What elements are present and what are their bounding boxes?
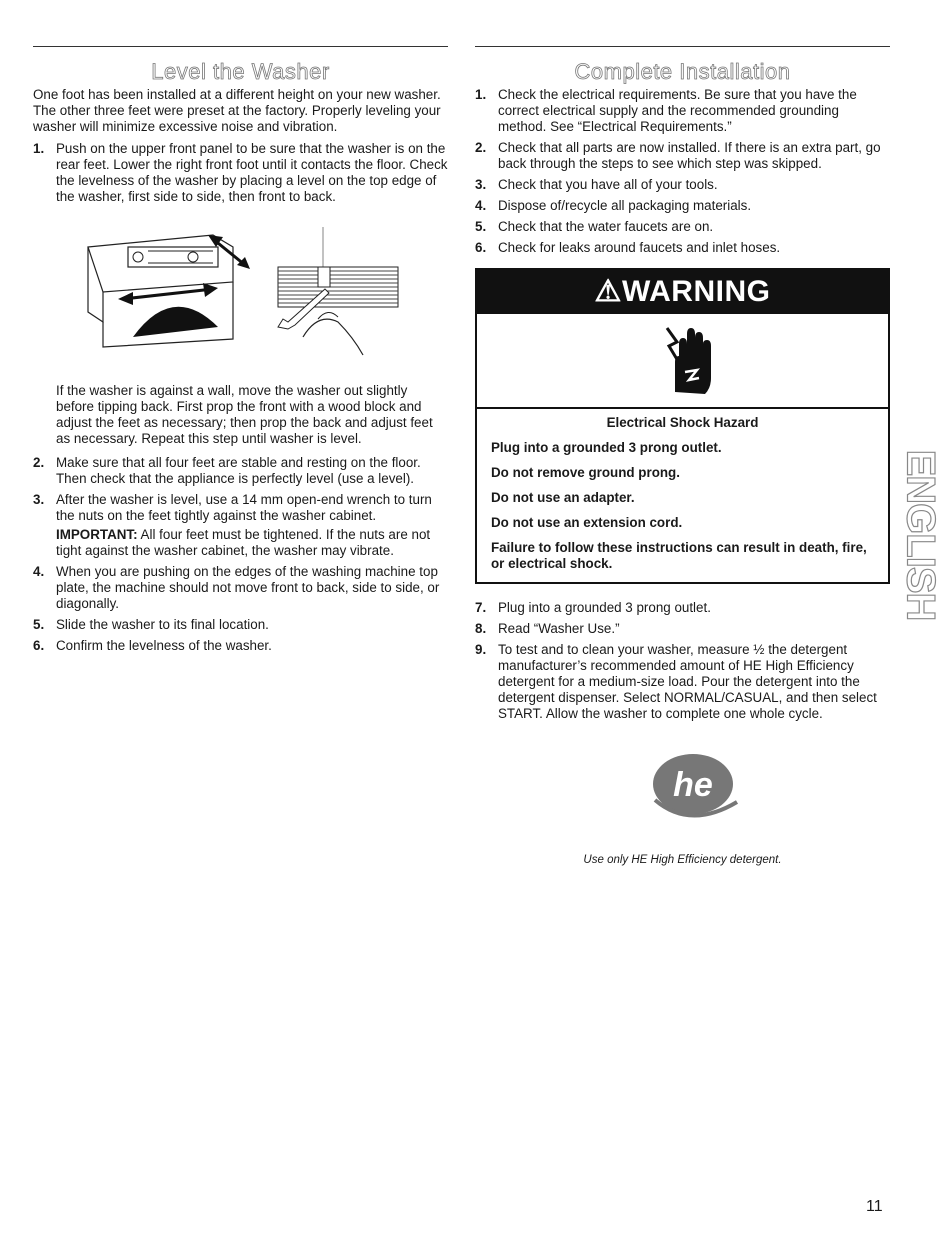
warning-body [477, 409, 888, 582]
list-item [475, 600, 890, 616]
warning-line: Do not use an extension cord. [491, 515, 683, 530]
list-item [33, 141, 448, 205]
list-item [33, 617, 448, 633]
step-text: Slide the washer to its final location. [56, 617, 269, 632]
he-logo [645, 750, 745, 830]
list-item [33, 455, 448, 487]
step-number: 6. [475, 240, 487, 255]
list-item [33, 383, 448, 447]
warning-line: Do not use an adapter. [491, 490, 635, 505]
step-text: Read “Washer Use.” [498, 621, 620, 636]
step-number: 2. [475, 140, 487, 155]
installation-steps [475, 87, 890, 256]
washer-leveling-drawing [33, 227, 433, 377]
step-number: 4. [33, 564, 45, 579]
section-rule [475, 46, 890, 47]
installation-steps-continued [475, 600, 890, 722]
list-item [475, 642, 890, 722]
warning-title: WARNING [621, 275, 771, 308]
section-rule [33, 46, 448, 47]
step-number: 1. [33, 141, 45, 156]
step-text: Check the electrical requirements. Be sure that you have the correct electrical supply and the recommended grounding method. See “Electrical Requirements.” [498, 87, 857, 134]
step-number: 7. [475, 600, 487, 615]
list-item [33, 638, 448, 654]
step-text: If the washer is against a wall, move the washer out slightly before tipping back. First prop the front with a wood block and adjust the feet as necessary; then prop the back and adjust feet as necessary. Repeat this step until washer is level. [56, 383, 433, 446]
electrical-shock-hand-icon [657, 322, 717, 400]
step-text: All four feet must be tightened. If the nuts are not tight against the washer cabinet, the washer may vibrate. [56, 527, 431, 558]
step-text: Check for leaks around faucets and inlet hoses. [498, 240, 781, 255]
language-side-tab [898, 448, 943, 623]
page-number: 11 [866, 1198, 883, 1215]
step-number: 1. [475, 87, 487, 102]
step-number: 5. [33, 617, 45, 632]
step-text: Check that you have all of your tools. [498, 177, 718, 192]
hazard-title: Electrical Shock Hazard [606, 415, 759, 430]
intro-paragraph: One foot has been installed at a different height on your new washer. The other three feet were preset at the factory. Properly leveling your washer will minimize excessive noise and vibration. [33, 87, 441, 134]
step-number: 3. [475, 177, 487, 192]
list-item [475, 219, 890, 235]
list-item [33, 564, 448, 612]
leveling-steps [33, 141, 448, 205]
step-text: After the washer is level, use a 14 mm open-end wrench to turn the nuts on the feet tightly against the washer cabinet. [56, 492, 432, 523]
list-item [475, 140, 890, 172]
step-number: 4. [475, 198, 487, 213]
he-logo-area [475, 750, 890, 850]
list-item [475, 240, 890, 256]
list-item [475, 177, 890, 193]
he-caption: Use only HE High Efficiency detergent. [583, 854, 782, 866]
level-washer-section [33, 46, 448, 659]
step-text: To test and to clean your washer, measure ½ the detergent manufacturer’s recommended amount of HE High Efficiency detergent for a medium-size load. Pour the detergent into the detergent dispenser. Select NORMAL/CASUAL, and then select START. Allow the washer to complete one whole cycle. [498, 642, 877, 721]
step-text: Plug into a grounded 3 prong outlet. [498, 600, 711, 615]
section-title: Level the Washer [151, 59, 330, 84]
section-title: Complete Installation [574, 59, 791, 84]
step-text: Dispose of/recycle all packaging materials. [498, 198, 752, 213]
warning-icon-area [477, 314, 888, 409]
step-number: 5. [475, 219, 487, 234]
list-item [475, 621, 890, 637]
step-number: 2. [33, 455, 45, 470]
warning-box [475, 268, 890, 584]
step-text: Check that the water faucets are on. [498, 219, 714, 234]
step-text: When you are pushing on the edges of the washing machine top plate, the machine should not move front to back, side to side, or diagonally. [56, 564, 440, 611]
step-text: Push on the upper front panel to be sure that the washer is on the rear feet. Lower the right front foot until it contacts the floor. Check the levelness of the washer by placing a level on the top edge of the washer, first side to side, then front to back. [56, 141, 448, 204]
step-number: 3. [33, 492, 45, 507]
list-item [33, 492, 448, 524]
list-item [33, 527, 448, 559]
warning-line: Do not remove ground prong. [491, 465, 680, 480]
language-label: ENGLISH [898, 449, 943, 621]
leveling-steps-continued [33, 383, 448, 654]
important-label: IMPORTANT: [56, 527, 138, 542]
warning-line: Plug into a grounded 3 prong outlet. [491, 440, 722, 455]
warning-header [477, 270, 888, 314]
complete-installation-section [475, 46, 890, 866]
step-text: Confirm the levelness of the washer. [56, 638, 272, 653]
step-number: 9. [475, 642, 487, 657]
warning-triangle-icon: ⚠ [594, 275, 622, 308]
he-logo-text: he [673, 766, 713, 804]
list-item [475, 198, 890, 214]
step-number: 8. [475, 621, 487, 636]
step-text: Check that all parts are now installed. If there is an extra part, go back through the steps to see which step was skipped. [498, 140, 881, 171]
warning-line: Failure to follow these instructions can result in death, fire, or electrical shock. [491, 540, 867, 571]
step-text: Make sure that all four feet are stable and resting on the floor. Then check that the appliance is perfectly level (use a level). [56, 455, 421, 486]
step-number: 6. [33, 638, 45, 653]
list-item [475, 87, 890, 135]
leveling-illustration [33, 227, 448, 377]
